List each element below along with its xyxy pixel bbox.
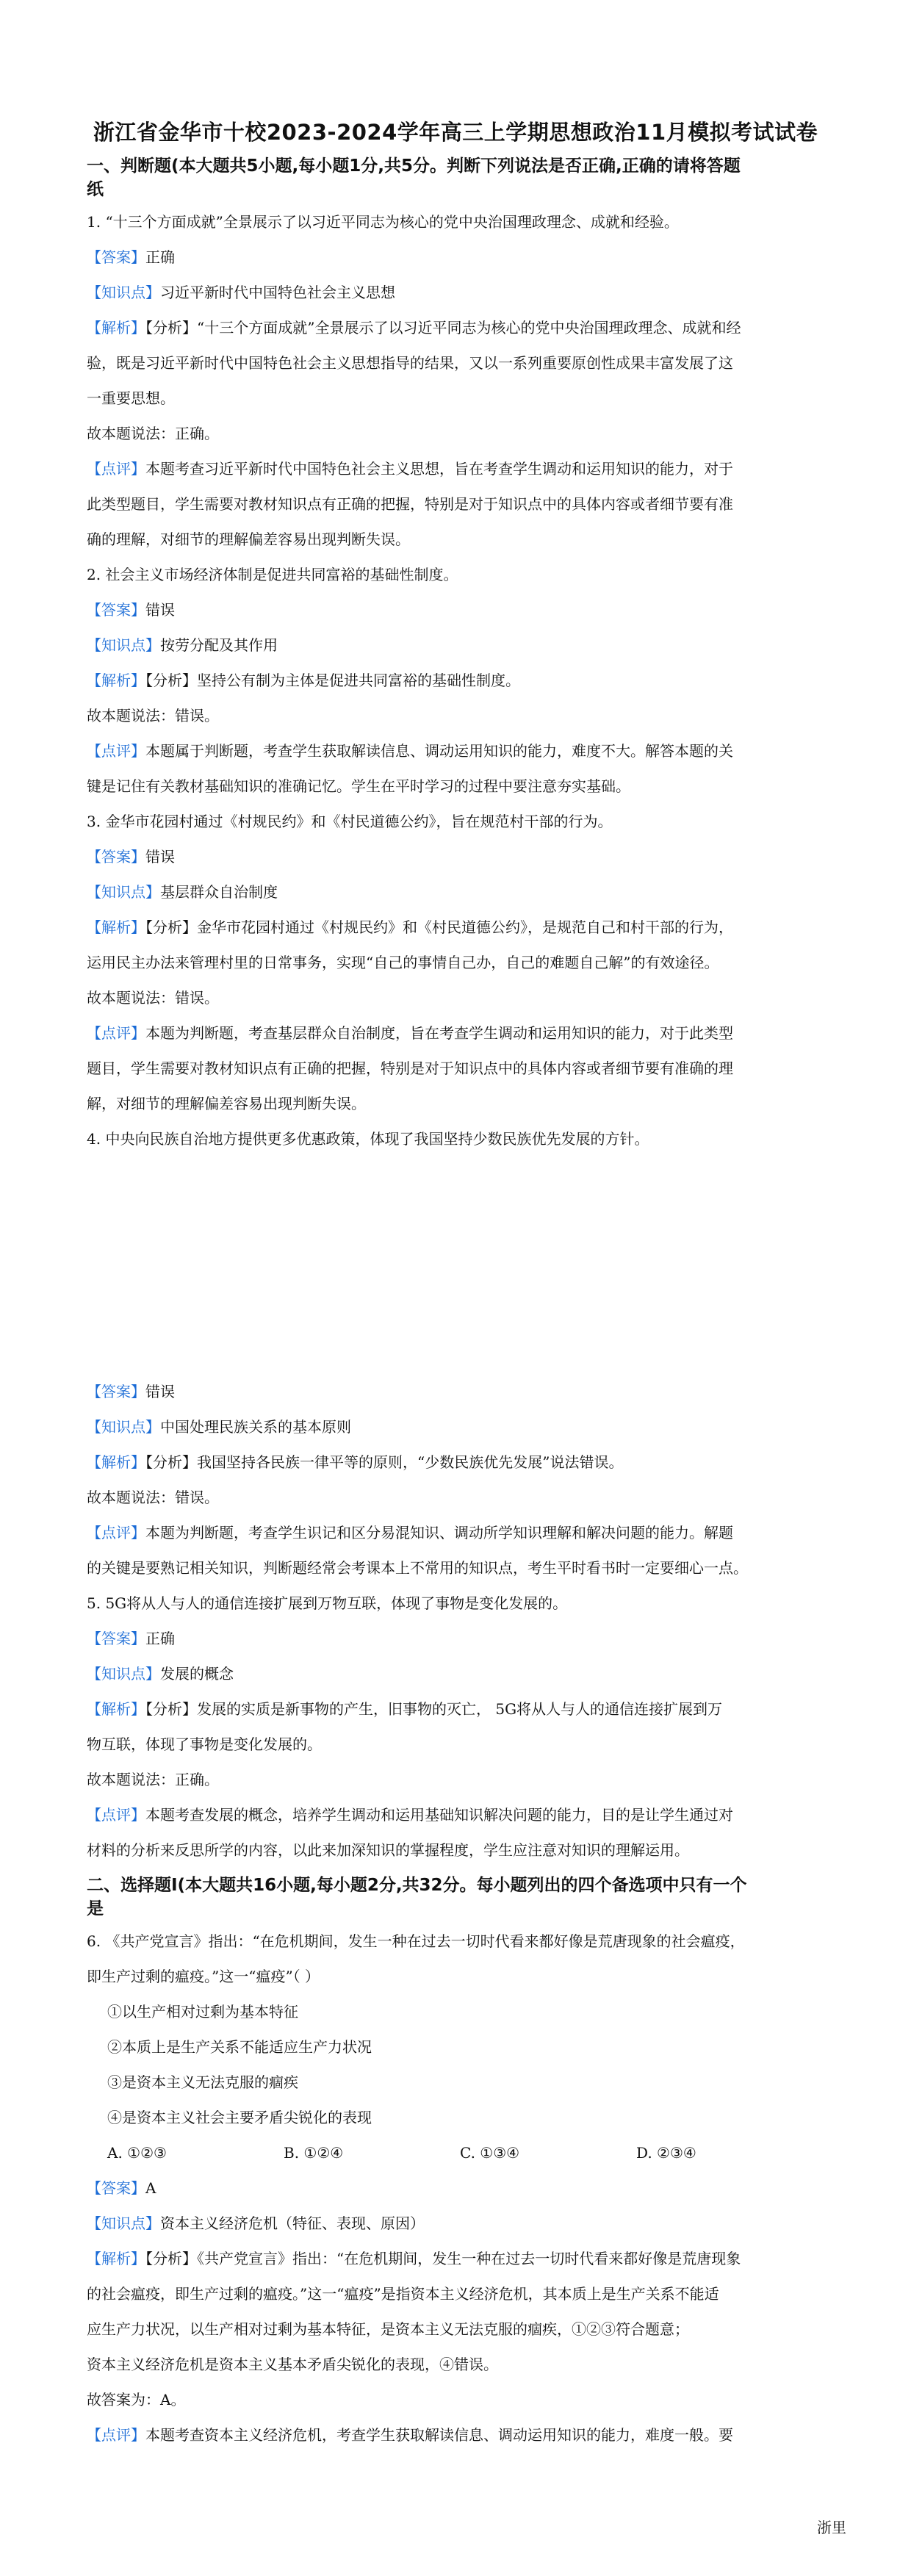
q1-analysis-cont: 一重要思想。 bbox=[87, 389, 175, 407]
q2-analysis: 【分析】坚持公有制为主体是促进共同富裕的基础性制度。 bbox=[145, 672, 520, 689]
q6-option-4: ④是资本主义社会主要矛盾尖锐化的表现 bbox=[107, 2109, 372, 2126]
q6-knowledge-line bbox=[87, 2213, 824, 2234]
q6-stem: 6. 《共产党宣言》指出：“在危机期间，发生一种在过去一切时代看来都好像是荒唐现象的社会瘟疫， bbox=[87, 1932, 745, 1950]
q4-analysis-line bbox=[87, 1452, 824, 1472]
q1-comment-line bbox=[87, 458, 824, 479]
section2-heading: 二、选择题Ⅰ(本大题共16小题,每小题2分,共32分。每小题列出的四个备选项中只有一个 bbox=[87, 1876, 747, 1895]
q5-knowledge: 发展的概念 bbox=[160, 1665, 234, 1683]
section1-heading-cont: 纸 bbox=[87, 180, 104, 199]
q6-analysis-cont: 应生产力状况，以生产相对过剩为基本特征，是资本主义无法克服的痼疾，①②③符合题意； bbox=[87, 2320, 689, 2338]
q6-option-2: ②本质上是生产关系不能适应生产力状况 bbox=[107, 2038, 372, 2056]
q1-analysis: 【分析】“十三个方面成就”全景展示了以习近平同志为核心的党中央治国理政理念、成就和经 bbox=[145, 319, 741, 337]
answer-tag: 【答案】 bbox=[87, 1630, 145, 1647]
q3-analysis: 【分析】金华市花园村通过《村规民约》和《村民道德公约》，是规范自己和村干部的行为， bbox=[145, 918, 733, 936]
section2-heading-cont: 是 bbox=[87, 1899, 104, 1918]
q3-stem: 3. 金华市花园村通过《村规民约》和《村民道德公约》，旨在规范村干部的行为。 bbox=[87, 813, 613, 830]
analysis-tag: 【解析】 bbox=[87, 918, 145, 936]
q1-conclusion: 故本题说法：正确。 bbox=[87, 425, 219, 442]
q4-answer: 错误 bbox=[145, 1383, 175, 1400]
q3-comment: 本题为判断题，考查基层群众自治制度，旨在考查学生调动和运用知识的能力，对于此类型 bbox=[145, 1024, 733, 1042]
q1-comment-cont: 此类型题目，学生需要对教材知识点有正确的把握，特别是对于知识点中的具体内容或者细节要有准 bbox=[87, 495, 733, 513]
q4-knowledge-line bbox=[87, 1417, 824, 1437]
comment-tag: 【点评】 bbox=[87, 742, 145, 760]
analysis-tag: 【解析】 bbox=[87, 672, 145, 689]
knowledge-tag: 【知识点】 bbox=[87, 284, 160, 301]
section1-heading: 一、判断题(本大题共5小题,每小题1分,共5分。判断下列说法是否正确,正确的请将答题 bbox=[87, 156, 741, 176]
q6-choice-b: B. ①②④ bbox=[284, 2144, 344, 2162]
q6-analysis-cont: 资本主义经济危机是资本主义基本矛盾尖锐化的表现，④错误。 bbox=[87, 2356, 498, 2373]
q4-analysis: 【分析】我国坚持各民族一律平等的原则，“少数民族优先发展”说法错误。 bbox=[145, 1453, 624, 1471]
q3-comment-line bbox=[87, 1023, 824, 1043]
comment-tag: 【点评】 bbox=[87, 460, 145, 478]
q5-comment: 本题考查发展的概念，培养学生调动和运用基础知识解决问题的能力，目的是让学生通过对 bbox=[145, 1806, 733, 1824]
comment-tag: 【点评】 bbox=[87, 2426, 145, 2444]
q6-answer: A bbox=[145, 2179, 156, 2197]
analysis-tag: 【解析】 bbox=[87, 2250, 145, 2267]
analysis-tag: 【解析】 bbox=[87, 1453, 145, 1471]
q4-comment-line bbox=[87, 1522, 824, 1543]
q1-comment: 本题考查习近平新时代中国特色社会主义思想，旨在考查学生调动和运用知识的能力，对于 bbox=[145, 460, 733, 478]
comment-tag: 【点评】 bbox=[87, 1806, 145, 1824]
q1-knowledge-line bbox=[87, 282, 824, 303]
knowledge-tag: 【知识点】 bbox=[87, 2215, 160, 2232]
q2-knowledge-line bbox=[87, 635, 824, 655]
q6-option-3: ③是资本主义无法克服的痼疾 bbox=[107, 2073, 298, 2091]
q1-analysis-line bbox=[87, 317, 824, 338]
q6-analysis: 【分析】《共产党宣言》指出：“在危机期间，发生一种在过去一切时代看来都好像是荒唐现象 bbox=[145, 2250, 741, 2267]
q5-answer-line bbox=[87, 1628, 824, 1649]
q3-conclusion: 故本题说法：错误。 bbox=[87, 989, 219, 1007]
q2-stem: 2. 社会主义市场经济体制是促进共同富裕的基础性制度。 bbox=[87, 566, 458, 583]
q1-analysis-cont: 验，既是习近平新时代中国特色社会主义思想指导的结果，又以一系列重要原创性成果丰富发展了这 bbox=[87, 354, 733, 372]
q3-answer-line bbox=[87, 846, 824, 867]
q5-analysis-cont: 物互联，体现了事物是变化发展的。 bbox=[87, 1735, 322, 1753]
q1-stem: 1. “十三个方面成就”全景展示了以习近平同志为核心的党中央治国理政理念、成就和经验。 bbox=[87, 213, 679, 231]
q6-choice-c: C. ①③④ bbox=[460, 2144, 520, 2162]
answer-tag: 【答案】 bbox=[87, 1383, 145, 1400]
q5-knowledge-line bbox=[87, 1663, 824, 1684]
q3-knowledge-line bbox=[87, 882, 824, 902]
answer-tag: 【答案】 bbox=[87, 248, 145, 266]
answer-tag: 【答案】 bbox=[87, 601, 145, 619]
q5-conclusion: 故本题说法：正确。 bbox=[87, 1771, 219, 1788]
q4-comment: 本题为判断题，考查学生识记和区分易混知识、调动所学知识理解和解决问题的能力。解题 bbox=[145, 1524, 733, 1541]
q4-knowledge: 中国处理民族关系的基本原则 bbox=[160, 1418, 351, 1436]
q4-conclusion: 故本题说法：错误。 bbox=[87, 1489, 219, 1506]
q5-analysis: 【分析】发展的实质是新事物的产生，旧事物的灭亡， 5G将从人与人的通信连接扩展到万 bbox=[145, 1700, 723, 1718]
q5-stem: 5. 5G将从人与人的通信连接扩展到万物互联，体现了事物是变化发展的。 bbox=[87, 1594, 568, 1612]
q4-stem: 4. 中央向民族自治地方提供更多优惠政策，体现了我国坚持少数民族优先发展的方针。 bbox=[87, 1130, 649, 1148]
knowledge-tag: 【知识点】 bbox=[87, 1418, 160, 1436]
q5-comment-cont: 材料的分析来反思所学的内容，以此来加深知识的掌握程度，学生应注意对知识的理解运用。 bbox=[87, 1841, 689, 1859]
page-title: 浙江省金华市十校2023-2024学年高三上学期思想政治11月模拟考试试卷 bbox=[93, 120, 818, 145]
q2-comment-cont: 键是记住有关教材基础知识的准确记忆。学生在平时学习的过程中要注意夯实基础。 bbox=[87, 777, 630, 795]
q1-answer: 正确 bbox=[145, 248, 175, 266]
q6-knowledge: 资本主义经济危机（特征、表现、原因） bbox=[160, 2215, 425, 2232]
q2-answer: 错误 bbox=[145, 601, 175, 619]
q6-conclusion: 故答案为：A。 bbox=[87, 2391, 186, 2408]
q2-conclusion: 故本题说法：错误。 bbox=[87, 707, 219, 724]
comment-tag: 【点评】 bbox=[87, 1524, 145, 1541]
q6-comment: 本题考查资本主义经济危机，考查学生获取解读信息、调动运用知识的能力，难度一般。要 bbox=[145, 2426, 733, 2444]
q6-stem-cont: 即生产过剩的瘟疫。”这一“瘟疫”（ ） bbox=[87, 1968, 320, 1985]
q3-analysis-cont: 运用民主办法来管理村里的日常事务，实现“自己的事情自己办，自己的难题自己解”的有效途径。 bbox=[87, 954, 719, 971]
q1-answer-line bbox=[87, 247, 824, 267]
page-footer: 浙里 bbox=[817, 2519, 846, 2536]
q3-answer: 错误 bbox=[145, 848, 175, 866]
q6-choice-d: D. ②③④ bbox=[636, 2144, 696, 2162]
q4-answer-line bbox=[87, 1381, 824, 1402]
q5-answer: 正确 bbox=[145, 1630, 175, 1647]
q5-comment-line bbox=[87, 1805, 824, 1825]
knowledge-tag: 【知识点】 bbox=[87, 636, 160, 654]
answer-tag: 【答案】 bbox=[87, 2179, 145, 2197]
q2-comment: 本题属于判断题，考查学生获取解读信息、调动运用知识的能力，难度不大。解答本题的关 bbox=[145, 742, 733, 760]
q4-comment-cont: 的关键是要熟记相关知识，判断题经常会考课本上不常用的知识点，考生平时看书时一定要细心一点。 bbox=[87, 1559, 748, 1577]
q2-answer-line bbox=[87, 600, 824, 620]
q6-option-1: ①以生产相对过剩为基本特征 bbox=[107, 2003, 298, 2021]
analysis-tag: 【解析】 bbox=[87, 319, 145, 337]
knowledge-tag: 【知识点】 bbox=[87, 883, 160, 901]
q6-comment-line bbox=[87, 2425, 824, 2445]
q6-answer-line bbox=[87, 2178, 824, 2198]
analysis-tag: 【解析】 bbox=[87, 1700, 145, 1718]
q6-analysis-cont: 的社会瘟疫，即生产过剩的瘟疫。”这一“瘟疫”是指资本主义经济危机，其本质上是生产关系不能适 bbox=[87, 2285, 719, 2303]
q1-knowledge: 习近平新时代中国特色社会主义思想 bbox=[160, 284, 395, 301]
q3-knowledge: 基层群众自治制度 bbox=[160, 883, 278, 901]
q3-analysis-line bbox=[87, 917, 824, 938]
q2-comment-line bbox=[87, 741, 824, 761]
knowledge-tag: 【知识点】 bbox=[87, 1665, 160, 1683]
answer-tag: 【答案】 bbox=[87, 848, 145, 866]
comment-tag: 【点评】 bbox=[87, 1024, 145, 1042]
q6-choice-a: A. ①②③ bbox=[107, 2144, 167, 2162]
q3-comment-cont: 解，对细节的理解偏差容易出现判断失误。 bbox=[87, 1095, 366, 1112]
q3-comment-cont: 题目，学生需要对教材知识点有正确的把握，特别是对于知识点中的具体内容或者细节要有准确的理 bbox=[87, 1059, 733, 1077]
q6-analysis-line bbox=[87, 2248, 824, 2269]
q5-analysis-line bbox=[87, 1699, 824, 1719]
q1-comment-cont: 确的理解，对细节的理解偏差容易出现判断失误。 bbox=[87, 530, 410, 548]
q2-analysis-line bbox=[87, 670, 824, 691]
q2-knowledge: 按劳分配及其作用 bbox=[160, 636, 278, 654]
